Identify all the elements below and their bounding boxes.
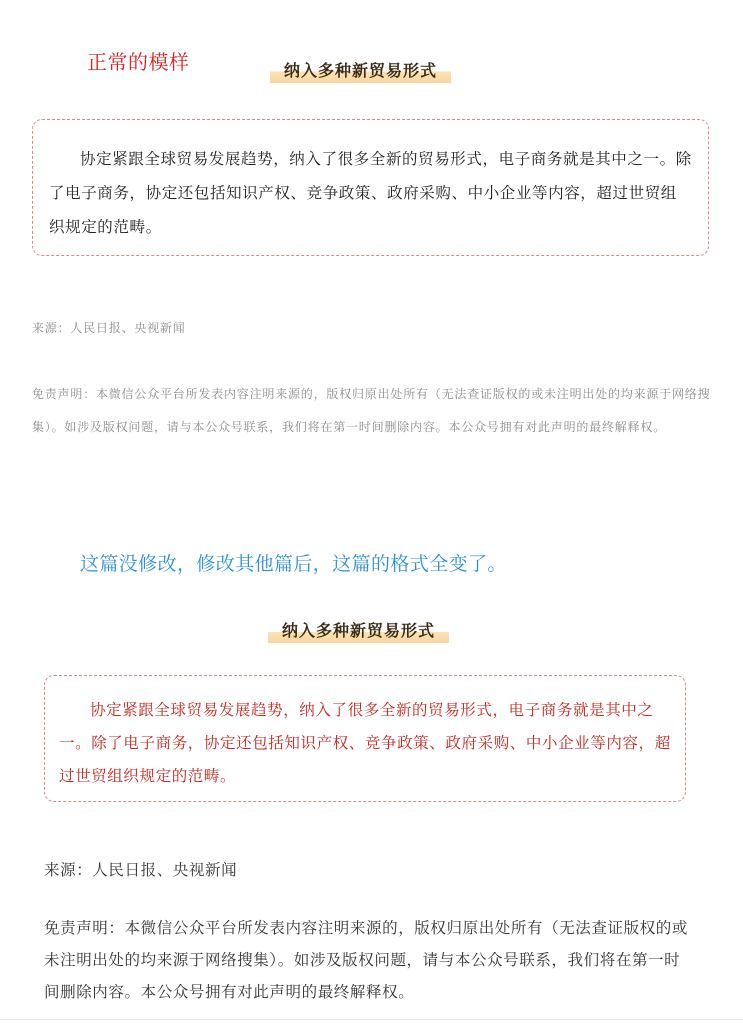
bottom-divider [0, 1019, 743, 1020]
annotation-changed-label: 这篇没修改，修改其他篇后，这篇的格式全变了。 [80, 553, 507, 575]
content-paragraph-normal: 协定紧跟全球贸易发展趋势，纳入了很多全新的贸易形式，电子商务就是其中之一。除了电子商务，协定还包括知识产权、竞争政策、政府采购、中小企业等内容，超过世贸组织规定的范畴。 [49, 150, 692, 236]
source-text-normal: 来源：人民日报、央视新闻 [32, 321, 186, 335]
section-heading-normal: 纳入多种新贸易形式 [270, 58, 451, 83]
content-box-broken [44, 675, 686, 802]
content-box-normal [32, 119, 709, 256]
source-text-broken: 来源：人民日报、央视新闻 [44, 861, 238, 879]
section-heading-broken: 纳入多种新贸易形式 [268, 618, 449, 643]
content-paragraph-broken: 协定紧跟全球贸易发展趋势，纳入了很多全新的贸易形式，电子商务就是其中之一。除了电子商务，协定还包括知识产权、竞争政策、政府采购、中小企业等内容，超过世贸组织规定的范畴。 [59, 701, 671, 785]
disclaimer-text-normal: 免责声明：本微信公众平台所发表内容注明来源的，版权归原出处所有（无法查证版权的或未注明出处的均来源于网络搜集）。如涉及版权问题，请与本公众号联系，我们将在第一时间删除内容。本公众号拥有对此声明的最终解释权。 [32, 387, 711, 434]
annotation-normal-label: 正常的模样 [87, 50, 190, 74]
disclaimer-text-broken: 免责声明：本微信公众平台所发表内容注明来源的，版权归原出处所有（无法查证版权的或未注明出处的均来源于网络搜集）。如涉及版权问题，请与本公众号联系，我们将在第一时间删除内容。本公众号拥有对此声明的最终解释权。 [44, 919, 689, 1001]
